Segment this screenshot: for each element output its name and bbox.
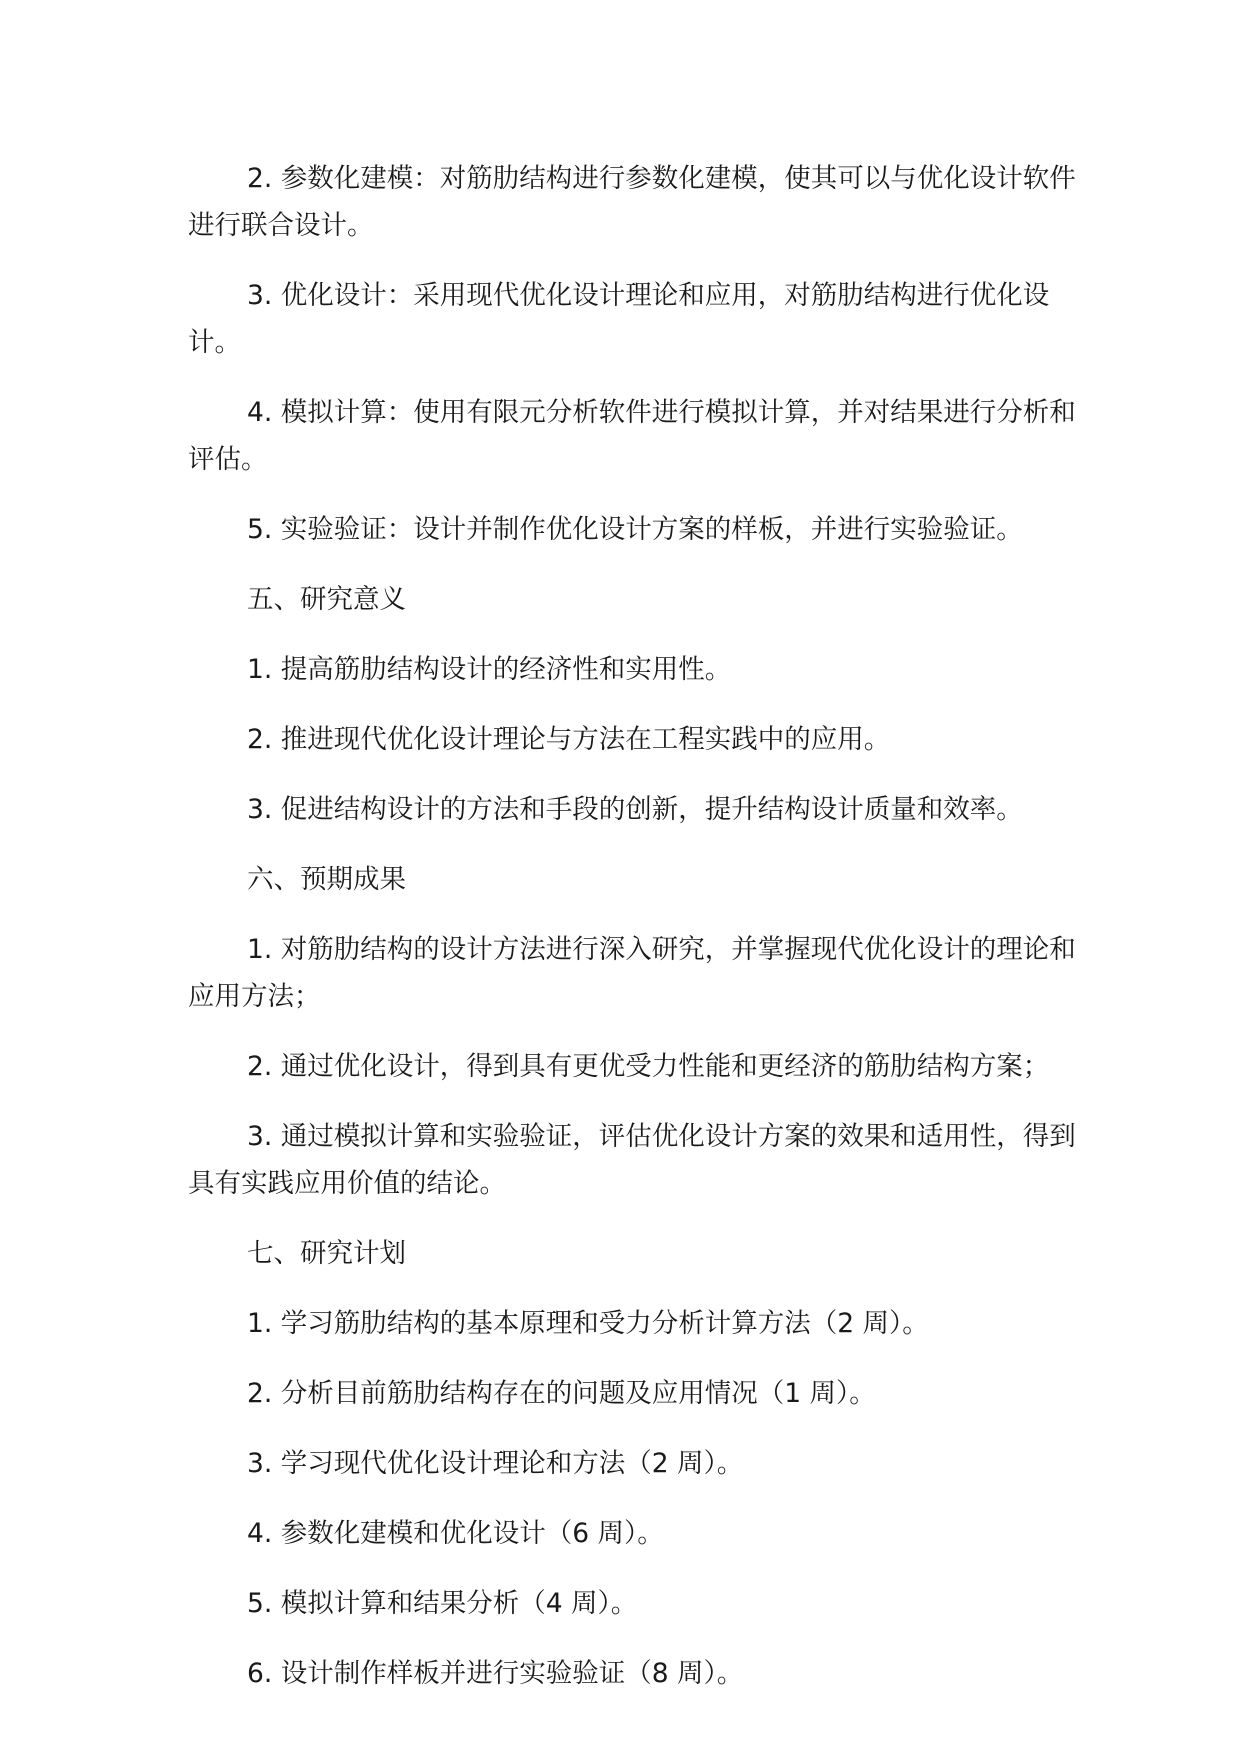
document-body — [188, 155, 1088, 1720]
section-heading-expected-results: 六、预期成果 — [247, 864, 406, 895]
paragraph-result-3: 3. 通过模拟计算和实验验证，评估优化设计方案的效果和适用性，得到具有实践应用价值的结论。 — [188, 1121, 1076, 1199]
paragraph-parametric-modeling: 2. 参数化建模：对筋肋结构进行参数化建模，使其可以与优化设计软件进行联合设计。 — [188, 163, 1076, 241]
paragraph-result-2: 2. 通过优化设计，得到具有更优受力性能和更经济的筋肋结构方案； — [247, 1051, 1050, 1082]
paragraph-plan-6: 6. 设计制作样板并进行实验验证（8 周）。 — [247, 1658, 744, 1689]
paragraph-significance-3: 3. 促进结构设计的方法和手段的创新，提升结构设计质量和效率。 — [247, 794, 1023, 825]
paragraph-plan-4: 4. 参数化建模和优化设计（6 周）。 — [247, 1518, 664, 1549]
paragraph-plan-3: 3. 学习现代优化设计理论和方法（2 周）。 — [247, 1448, 744, 1479]
paragraph-result-1: 1. 对筋肋结构的设计方法进行深入研究，并掌握现代优化设计的理论和应用方法； — [188, 934, 1076, 1012]
section-heading-research-plan: 七、研究计划 — [247, 1238, 406, 1269]
paragraph-plan-5: 5. 模拟计算和结果分析（4 周）。 — [247, 1588, 638, 1619]
paragraph-plan-2: 2. 分析目前筋肋结构存在的问题及应用情况（1 周）。 — [247, 1378, 876, 1409]
paragraph-significance-1: 1. 提高筋肋结构设计的经济性和实用性。 — [247, 654, 732, 685]
paragraph-significance-2: 2. 推进现代优化设计理论与方法在工程实践中的应用。 — [247, 724, 891, 755]
paragraph-simulation: 4. 模拟计算：使用有限元分析软件进行模拟计算，并对结果进行分析和评估。 — [188, 397, 1076, 475]
paragraph-optimization-design: 3. 优化设计：采用现代优化设计理论和应用，对筋肋结构进行优化设计。 — [188, 280, 1050, 358]
paragraph-experiment-verification: 5. 实验验证：设计并制作优化设计方案的样板，并进行实验验证。 — [247, 514, 1023, 545]
paragraph-plan-1: 1. 学习筋肋结构的基本原理和受力分析计算方法（2 周）。 — [247, 1308, 929, 1339]
section-heading-research-significance: 五、研究意义 — [247, 584, 406, 615]
